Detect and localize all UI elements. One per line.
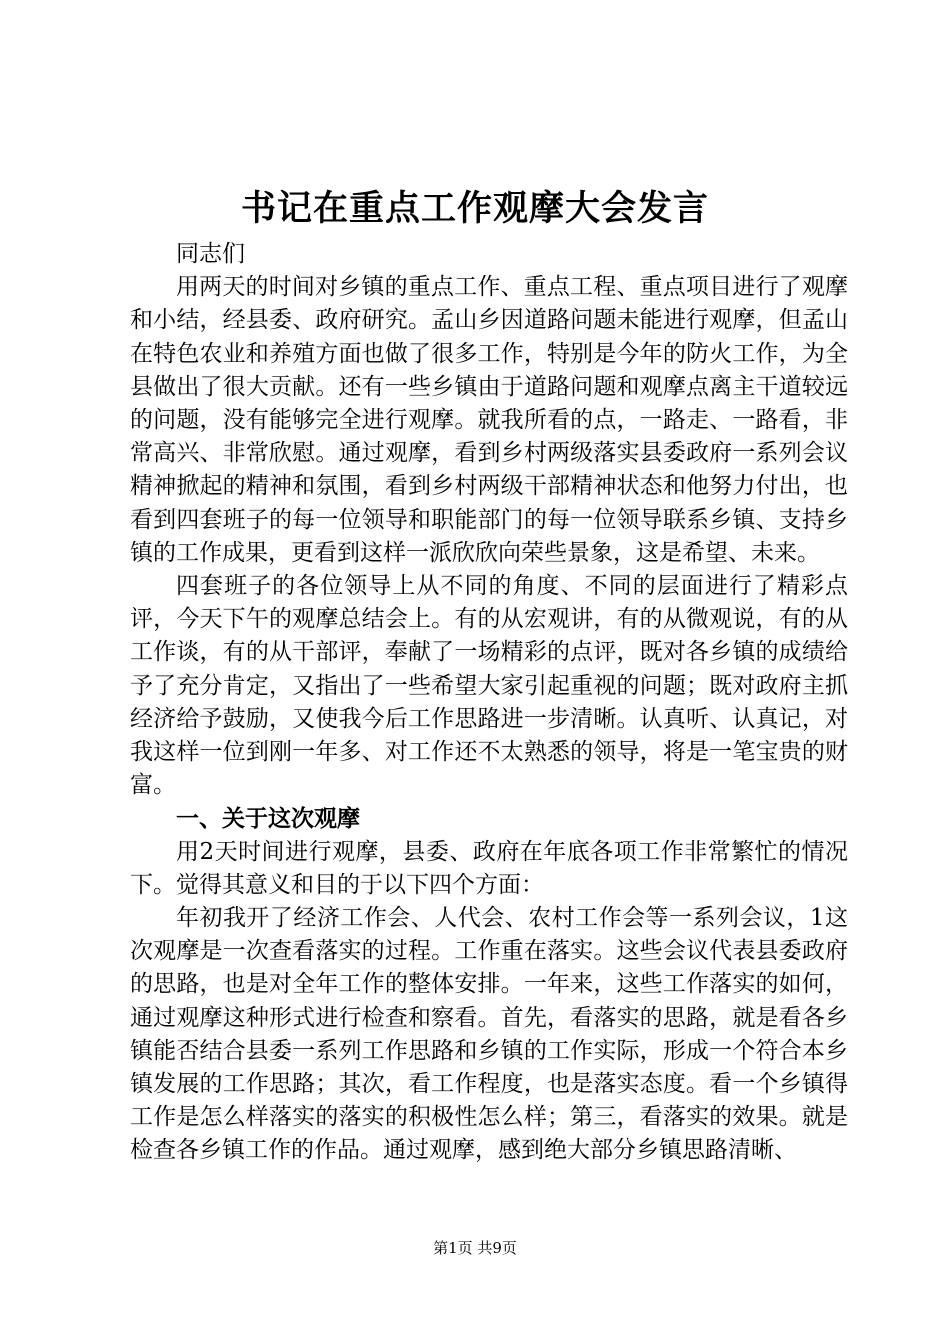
document-title: 书记在重点工作观摩大会发言 <box>240 188 709 229</box>
paragraph: 用两天的时间对乡镇的重点工作、重点工程、重点项目进行了观摩和小结，经县委、政府研究。孟山乡因道路问题未能进行观摩，但孟山在特色农业和养殖方面也做了很多工作，特别是今年的防火工作，为全县做出了很大贡献。还有一些乡镇由于道路问题和观摩点离主干道较远的问题，没有能够完全进行观摩。就我所看的点，一路走、一路看，非常高兴、非常欣慰。通过观摩，看到乡村两级落实县委政府一系列会议精神掀起的精神和氛围，看到乡村两级干部精神状态和他努力付出，也看到四套班子的每一位领导和职能部门的每一位领导联系乡镇、支持乡镇的工作成果，更看到这样一派欣欣向荣些景象，这是希望、未来。 <box>130 274 848 566</box>
paragraph: 年初我开了经济工作会、人代会、农村工作会等一系列会议，1这次观摩是一次查看落实的过程。工作重在落实。这些会议代表县委政府的思路，也是对全年工作的整体安排。一年来，这些工作落实的如何，通过观摩这种形式进行检查和察看。首先，看落实的思路，就是看各乡镇能否结合县委一系列工作思路和乡镇的工作实际，形成一个符合本乡镇发展的工作思路；其次，看工作程度，也是落实态度。看一个乡镇得工作是怎么样落实的落实的积极性怎么样；第三，看落实的效果。就是检查各乡镇工作的作品。通过观摩，感到绝大部分乡镇思路清晰、 <box>130 905 848 1164</box>
paragraph: 用2天时间进行观摩，县委、政府在年底各项工作非常繁忙的情况下。觉得其意义和目的于以下四个方面： <box>130 838 848 898</box>
document-body <box>130 238 848 1168</box>
section-heading: 一、关于这次观摩 <box>176 805 360 833</box>
page-number-footer: 第1页 共9页 <box>433 1239 517 1257</box>
paragraph: 同志们 <box>176 241 245 267</box>
paragraph: 四套班子的各位领导上从不同的角度、不同的层面进行了精彩点评，今天下午的观摩总结会上。有的从宏观讲，有的从微观说，有的从工作谈，有的从干部评，奉献了一场精彩的点评，既对各乡镇的成绩给予了充分肯定，又指出了一些希望大家引起重视的问题；既对政府主抓经济给予鼓励，又使我今后工作思路进一步清晰。认真听、认真记，对我这样一位到刚一年多、对工作还不太熟悉的领导，将是一笔宝贵的财富。 <box>130 573 848 799</box>
